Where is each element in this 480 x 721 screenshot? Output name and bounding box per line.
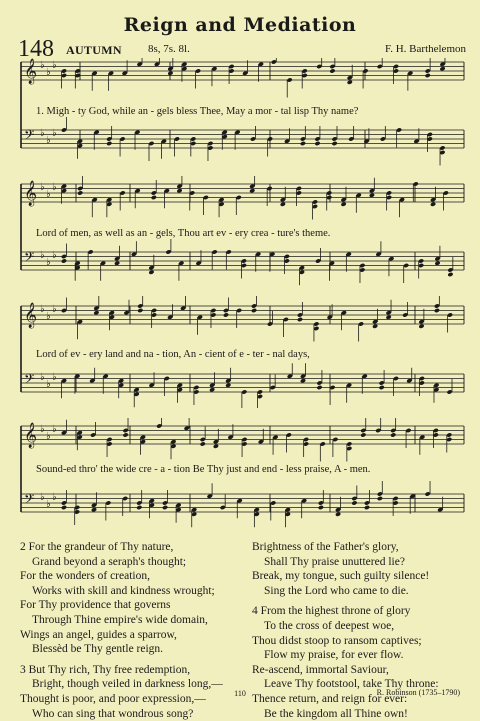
flat-sign-icon: ♭	[46, 257, 51, 268]
verse-line: Shall Thy praise unuttered lie?	[264, 555, 405, 568]
flat-sign-icon: ♭	[40, 250, 45, 261]
verse-line: To the cross of deepest woe,	[264, 619, 395, 632]
flat-sign-icon: ♭	[40, 424, 45, 435]
verse-line: Brightness of the Father's glory,	[252, 541, 399, 553]
verse-line: Re-ascend, immortal Saviour,	[252, 663, 389, 676]
flat-sign-icon: ♭	[46, 431, 51, 442]
notehead	[251, 308, 257, 313]
verse-line: Works with skill and kindness wrought;	[32, 584, 215, 597]
notehead	[93, 310, 99, 315]
flat-sign-icon: ♭	[52, 372, 57, 383]
flat-sign-icon: ♭	[46, 135, 51, 146]
verse-line: Thou didst stoop to ransom captives;	[252, 634, 422, 647]
verse-line: Thence return, and reign for ever:	[252, 692, 408, 705]
notehead	[151, 195, 157, 200]
notehead	[176, 188, 182, 193]
notehead	[314, 141, 320, 146]
flat-sign-icon: ♭	[52, 250, 57, 261]
notehead	[200, 441, 206, 446]
notehead	[106, 141, 112, 146]
notehead	[213, 444, 219, 449]
flat-sign-icon: ♭	[52, 182, 57, 193]
notehead	[162, 505, 168, 510]
notehead	[61, 505, 67, 510]
notehead	[347, 80, 353, 85]
lyric-line-4: Sound-ed thro' the wide cre - a - tion Be Thy just and end - less praise, A - men.	[36, 464, 371, 475]
flat-sign-icon: ♭	[40, 60, 45, 71]
notehead	[77, 190, 83, 195]
verse-line: Through Thine empire's wide domain,	[32, 613, 208, 626]
notehead	[447, 272, 453, 277]
music-system-2	[20, 176, 466, 286]
music-system-3	[20, 296, 466, 408]
flat-sign-icon: ♭	[52, 304, 57, 315]
tune-name: AUTUMN	[66, 43, 122, 57]
music-system-4	[20, 418, 466, 528]
flat-sign-icon: ♭	[40, 128, 45, 139]
composer: F. H. Barthelemon	[385, 43, 466, 55]
section-title: Reign and Mediation	[123, 14, 357, 36]
notehead	[300, 378, 306, 383]
hymn-number: 148	[18, 36, 54, 62]
verse-line: Sing the Lord who came to die.	[264, 584, 409, 597]
notehead	[123, 432, 129, 437]
verse-line: 3 But Thy rich, Thy free redemption,	[20, 663, 191, 676]
verse-line: Break, my tongue, such guilty silence!	[252, 570, 430, 583]
notehead	[249, 188, 255, 193]
notehead	[331, 141, 337, 146]
page-number: 110	[234, 689, 246, 698]
bass-clef-icon: 𝄢	[24, 249, 35, 268]
notehead	[318, 505, 324, 510]
notehead	[425, 73, 431, 78]
lyric-line-2: Lord of men, as well as an - gels, Thou art ev - ery crea - ture's theme.	[36, 228, 331, 239]
verse-line: 2 For the grandeur of Thy nature,	[20, 541, 174, 553]
lyric-line-1: 1. Migh - ty God, while an - gels bless Thee, May a mor - tal lisp Thy name?	[36, 106, 359, 117]
notehead	[209, 387, 215, 392]
verse-line: Bright, though veiled in darkness long,—	[32, 678, 223, 691]
notehead	[434, 308, 440, 313]
notehead	[137, 308, 143, 313]
notehead	[316, 385, 322, 390]
notehead	[439, 66, 445, 71]
verse-line: Be the kingdom all Thine own!	[264, 707, 408, 720]
verse-line: Thought is poor, and poor expression,—	[20, 692, 206, 705]
attribution: R. Robinson (1735–1790)	[376, 688, 460, 697]
notehead	[148, 270, 154, 275]
notehead	[335, 512, 341, 517]
notehead	[300, 141, 306, 146]
verse-line: For the wonders of creation,	[20, 570, 150, 583]
verse-line: 4 From the highest throne of glory	[252, 605, 411, 618]
notehead	[91, 507, 97, 512]
treble-clef-icon: 𝄞	[24, 303, 38, 328]
verse-line: Flow my praise, for ever flow.	[264, 649, 404, 662]
flat-sign-icon: ♭	[46, 379, 51, 390]
notehead	[61, 258, 67, 263]
flat-sign-icon: ♭	[52, 128, 57, 139]
notehead	[136, 505, 142, 510]
notehead	[364, 505, 370, 510]
flat-sign-icon: ♭	[40, 182, 45, 193]
verse-line: Blessèd be Thy gentle reign.	[32, 643, 164, 656]
notehead	[379, 385, 385, 390]
flat-sign-icon: ♭	[52, 492, 57, 503]
notehead	[340, 202, 346, 207]
notehead	[377, 496, 383, 501]
verse-line: Who can sing that wondrous song?	[32, 707, 194, 720]
meter: 8s, 7s. 8l.	[148, 43, 190, 55]
notehead	[360, 432, 366, 437]
treble-clef-icon: 𝄞	[24, 59, 38, 84]
notehead	[223, 312, 229, 317]
notehead	[430, 202, 436, 207]
bass-clef-icon: 𝄢	[24, 127, 35, 146]
treble-clef-icon: 𝄞	[24, 423, 38, 448]
notehead	[297, 317, 303, 322]
verse-line: Wings an angel, guides a sparrow,	[20, 628, 177, 641]
music-system-1	[20, 58, 466, 166]
flat-sign-icon: ♭	[46, 67, 51, 78]
verse-line: For Thy providence that governs	[20, 599, 171, 612]
notehead	[114, 261, 120, 266]
flat-sign-icon: ♭	[46, 499, 51, 510]
notehead	[329, 68, 335, 73]
flat-sign-icon: ♭	[52, 424, 57, 435]
notehead	[280, 202, 286, 207]
flat-sign-icon: ♭	[40, 304, 45, 315]
notehead	[434, 261, 440, 266]
bass-clef-icon: 𝄢	[24, 371, 35, 390]
notehead	[167, 71, 173, 76]
treble-clef-icon: 𝄞	[24, 181, 38, 206]
notehead	[369, 193, 375, 198]
lyric-line-3: Lord of ev - ery land and na - tion, An - cient of e - ter - nal days,	[36, 349, 310, 360]
notehead	[386, 315, 392, 320]
flat-sign-icon: ♭	[52, 60, 57, 71]
notehead	[418, 324, 424, 329]
flat-sign-icon: ♭	[40, 372, 45, 383]
notehead	[351, 500, 357, 505]
notehead	[390, 432, 396, 437]
flat-sign-icon: ♭	[40, 492, 45, 503]
notehead	[372, 324, 378, 329]
flat-sign-icon: ♭	[46, 189, 51, 200]
flat-sign-icon: ♭	[46, 311, 51, 322]
notehead	[225, 383, 231, 388]
verse-line: Leave Thy footstool, take Thy throne:	[264, 678, 439, 691]
verse-line: Grand beyond a seraph's thought;	[32, 555, 187, 568]
bass-clef-icon: 𝄢	[24, 491, 35, 510]
